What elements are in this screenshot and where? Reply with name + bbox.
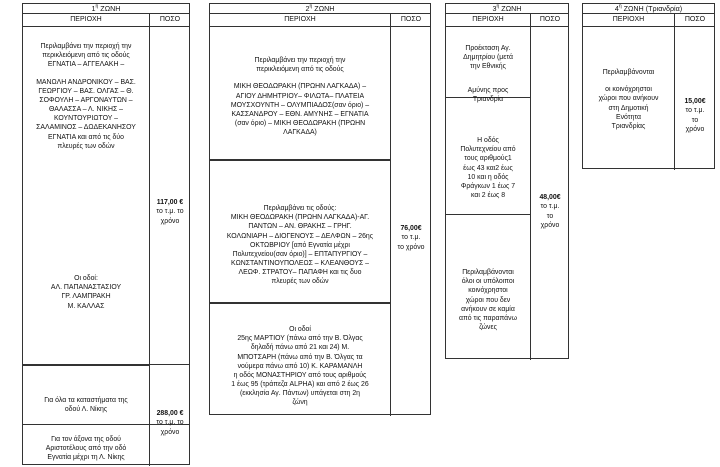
- zone-4-header-divider: [583, 26, 714, 27]
- zone-1-header-divider: [23, 26, 189, 27]
- zone-2-header-divider: [210, 26, 430, 27]
- zone-1-amount-header: ΠΟΣΟ: [159, 16, 181, 23]
- zone-1-niki-shops: Για όλα τα καταστήματα της οδού Λ. Νίκης: [44, 397, 128, 414]
- zone-2-table: [209, 3, 431, 415]
- zone-4-price: 15,00€ το τ.μ. το χρόνο: [684, 98, 706, 133]
- zone-3-amount-header: ΠΟΣΟ: [539, 16, 561, 23]
- zone-3-polytechneiou-fragon: Η οδός Πολυτεχνείου από τους αριθμούς1 έως 43 και2 έως 10 και η οδός Φράγκων 1 έως 7 και 2 έως 8: [460, 137, 516, 200]
- zone-4-table: [582, 3, 715, 169]
- zone-3-area-header: ΠΕΡΙΟΧΗ: [472, 16, 504, 23]
- zone-2-price: 76,00€ το τ.μ. το χρόνο: [397, 225, 425, 251]
- zone-2-section-divider-2: [210, 302, 390, 304]
- zone-1-price: 117,00 € το τ.μ. το χρόνο: [156, 199, 184, 225]
- zone-3-column-divider: [530, 14, 531, 360]
- zone-1-area-description: Περιλαμβάνει την περιοχή την περικλειόμενη από τις οδούς ΕΓΝΑΤΙΑ – ΑΓΓΕΛΑΚΗ – ΜΑΝΩΛΗ ΑΝΔΡΟΝΙΚΟΥ – ΒΑΣ. ΓΕΩΡΓΙΟΥ – ΒΑΣ. ΟΛΓΑΣ – Θ. ΣΟΦΟΥΛΗ – ΑΡΓΟΝΑΥΤΩΝ – ΘΑΛΑΣΣΑ – Λ. ΝΙΚΗΣ – ΚΟΥΝΤΟΥΡΙΩΤΟΥ – ΣΑΛΑΜΙΝΟΣ – ΔΩΔΕΚΑΝΗΣΟΥ ΕΓΝΑΤΙΑ και από τις δύο πλευρές των οδών: [36, 43, 136, 150]
- zone-4-column-divider: [674, 14, 675, 170]
- zone-1-section-divider: [23, 364, 149, 366]
- zone-2-column-divider: [390, 14, 391, 416]
- zone-1-column-divider: [149, 14, 150, 466]
- zone-3-price: 48,00€ το τ.μ. το χρόνο: [539, 194, 561, 229]
- zone-4-area-header: ΠΕΡΙΟΧΗ: [612, 16, 645, 23]
- zone-3-header-divider: [446, 26, 568, 27]
- zone-1-price-divider: [149, 364, 190, 365]
- zone-1-title: $1^\eta$ ΖΩΝΗ: [23, 4, 189, 14]
- zone-1-table: [22, 3, 190, 465]
- zone-1-aristotelous-axis: Για τον άξονα της οδού Αριστοτέλους από την οδό Εγνατία μέχρι τη Λ. Νίκης: [45, 436, 127, 462]
- zone-3-title: $3^\eta$ ΖΩΝΗ: [446, 4, 568, 14]
- zone-1-area-header: ΠΕΡΙΟΧΗ: [70, 16, 102, 23]
- zone-2-specific-streets: Οι οδοί 25ης ΜΑΡΤΙΟΥ (πάνω από την Β. Όλγας δηλαδή πάνω από 21 και 24) Μ. ΜΠΟΤΣΑΡΗ (πάνω από την Β. Όλγας τα νούμερα πάνω από 10) Κ. ΚΑΡΑΜΑΝΛΗ η οδός ΜΟΝΑΣΤΗΡΙΟΥ από τους αριθμούς 1 έως 95 (τράπεζα ALPHA) και από 2 έως 26 (εκκλησία Αγ. Πάντων) υπάγεται στη 2η ζώνη: [231, 326, 369, 407]
- zone-3-amynis-to-triandria: Αμύνης προς Τριανδρία: [467, 87, 509, 104]
- zone-2-streets-list: Περιλαμβάνει τις οδούς: ΜΙΚΗ ΘΕΟΔΩΡΑΚΗ (ΠΡΩΗΝ ΛΑΓΚΑΔΑ)-ΑΓ. ΠΑΝΤΩΝ – ΑΝ. ΘΡΑΚΗΣ – ΓΡΗΓ. ΚΟΛΩΝΙΑΡΗ – ΔΙΟΓΕΝΟΥΣ – ΔΕΛΦΩΝ – 26ης ΟΚΤΩΒΡΙΟΥ [από Εγνατία μέχρι Πολυτεχνείου(σαν όριο)] – ΕΠΤΑΠΥΡΓΙΟΥ – ΚΩΝΣΤΑΝΤΙΝΟΥΠΟΛΕΩΣ – ΚΛΕΑΝΘΟΥΣ – ΛΕΩΦ. ΣΤΡΑΤΟΥ– ΠΑΠΑΦΗ και τις δυο πλευρές των οδών: [226, 205, 374, 286]
- zone-1-streets-list: Οι οδοί: ΑΛ. ΠΑΠΑΝΑΣΤΑΣΙΟΥ ΓΡ. ΛΑΜΠΡΑΚΗ Μ. ΚΑΛΛΑΣ: [50, 275, 122, 310]
- zone-2-amount-header: ΠΟΣΟ: [400, 16, 422, 23]
- zone-2-area-description: Περιλαμβάνει την περιοχή την περικλειόμενη από τις οδούς ΜΙΚΗ ΘΕΟΔΩΡΑΚΗ (ΠΡΩΗΝ ΛΑΓΚΑΔΑ) – ΑΓΙΟΥ ΔΗΜΗΤΡΙΟΥ– ΦΙΛΩΤΑ– ΠΛΑΤΕΙΑ ΜΟΥΣΧΟΥΝΤΗ – ΟΛΥΜΠΙΑΔΟΣ(σαν όριο) – ΚΑΣΣΑΝΔΡΟΥ – ΕΘΝ. ΑΜΥΝΗΣ – ΕΓΝΑΤΙΑ (σαν όριο) – ΜΙΚΗ ΘΕΟΔΩΡΑΚΗ (ΠΡΩΗΝ ΛΑΓΚΑΔΑ): [230, 57, 370, 137]
- zone-2-area-header: ΠΕΡΙΟΧΗ: [284, 16, 316, 23]
- zone-4-title: $4^\eta$ ΖΩΝΗ (Τριανδρία): [583, 4, 714, 14]
- zone-1-premium-price: 288,00 € το τ.μ. το χρόνο: [156, 410, 184, 436]
- zone-3-row-divider-2: [446, 214, 530, 215]
- zone-3-remaining-spaces: Περιλαμβάνονται όλοι οι υπόλοιποι κοινόχρηστοι χώροι που δεν ανήκουν σε καμία από τις παραπάνω ζώνες: [459, 269, 517, 332]
- zone-4-triandria-spaces: Περιλαμβάνονται οι κοινόχρηστοι χώροι που ανήκουν στη Δημοτική Ενότητα Τριανδρίας: [598, 69, 659, 130]
- zone-3-table: [445, 3, 569, 359]
- zone-2-section-divider-1: [210, 159, 390, 161]
- zone-4-amount-header: ΠΟΣΟ: [684, 16, 706, 23]
- zone-2-title: $2^\eta$ ΖΩΝΗ: [210, 4, 430, 14]
- zone-3-agios-dimitrios-extension: Προέκταση Αγ. Δημητρίου (μετά την Εθνικής: [463, 45, 513, 71]
